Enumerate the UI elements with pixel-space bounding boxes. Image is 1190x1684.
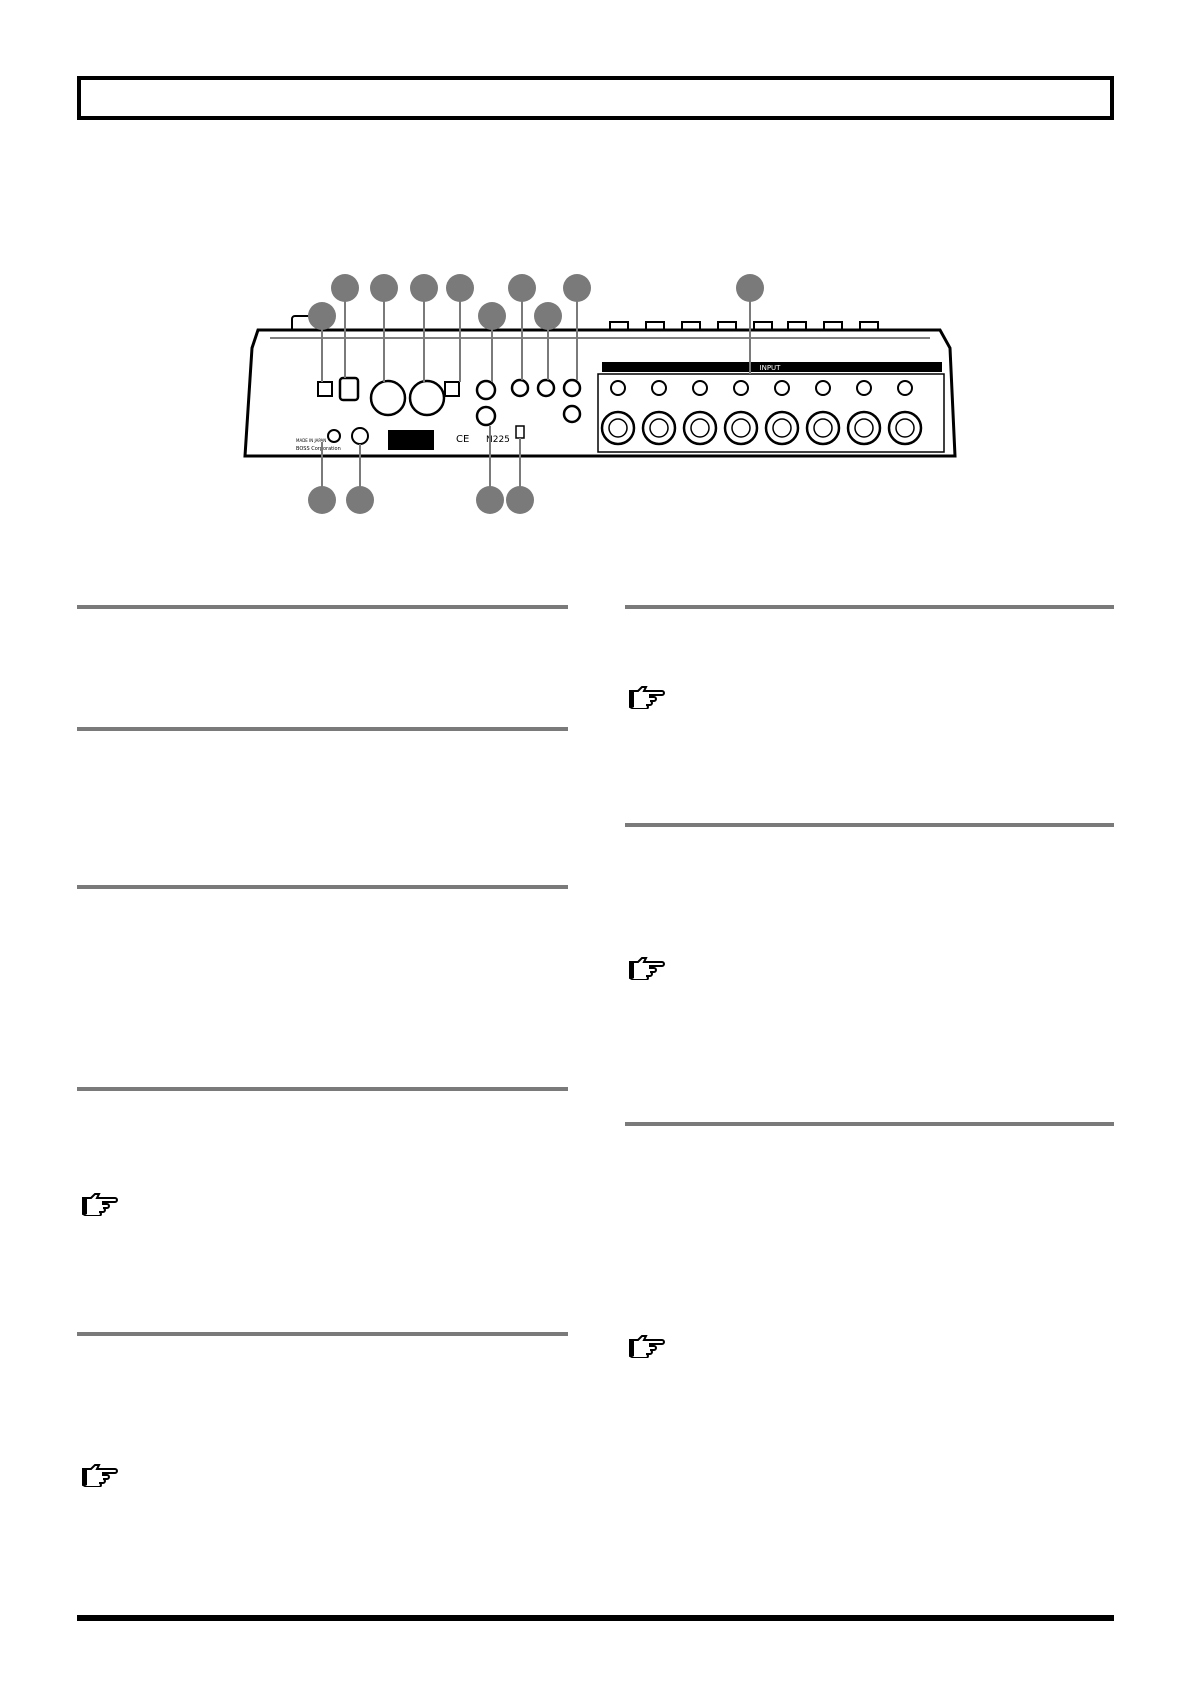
line-out-l-jack [564, 380, 580, 396]
pedal-jack [352, 428, 368, 444]
right-section-rule-2 [625, 823, 1114, 827]
left-section-rule-3 [77, 885, 568, 889]
usb-port [445, 382, 459, 396]
ground-terminal [328, 430, 340, 442]
left-section-rule-2 [77, 727, 568, 731]
pointing-hand-icon [628, 956, 666, 980]
made-in-label: MADE IN JAPAN [296, 438, 327, 443]
foot-sw-jack [512, 380, 528, 396]
security-slot [516, 426, 524, 438]
digital-in-jack [477, 381, 495, 399]
exp-pedal-jack [538, 380, 554, 396]
midi-in-jack [410, 381, 444, 415]
left-section-rule-1 [77, 605, 568, 609]
left-section-rule-5 [77, 1332, 568, 1336]
midi-out-jack [371, 381, 405, 415]
line-out-r-jack [564, 406, 580, 422]
pointing-hand-icon [81, 1192, 119, 1216]
right-section-rule-1 [625, 605, 1114, 609]
ctick-number: N225 [486, 435, 510, 445]
ce-mark: CE [456, 434, 470, 445]
pointing-hand-icon [628, 685, 666, 709]
power-switch [340, 378, 358, 400]
serial-label-plate [388, 430, 434, 450]
boss-label: BOSS Corporation [296, 446, 341, 452]
page-title-box [77, 76, 1114, 120]
left-section-rule-4 [77, 1087, 568, 1091]
input-label: INPUT [759, 364, 781, 372]
dc-in-jack [318, 382, 332, 396]
digital-out-jack [477, 407, 495, 425]
right-section-rule-3 [625, 1122, 1114, 1126]
rear-panel-figure [240, 270, 960, 520]
pointing-hand-icon [81, 1463, 119, 1487]
pointing-hand-icon [628, 1334, 666, 1358]
footer-rule [77, 1615, 1114, 1621]
